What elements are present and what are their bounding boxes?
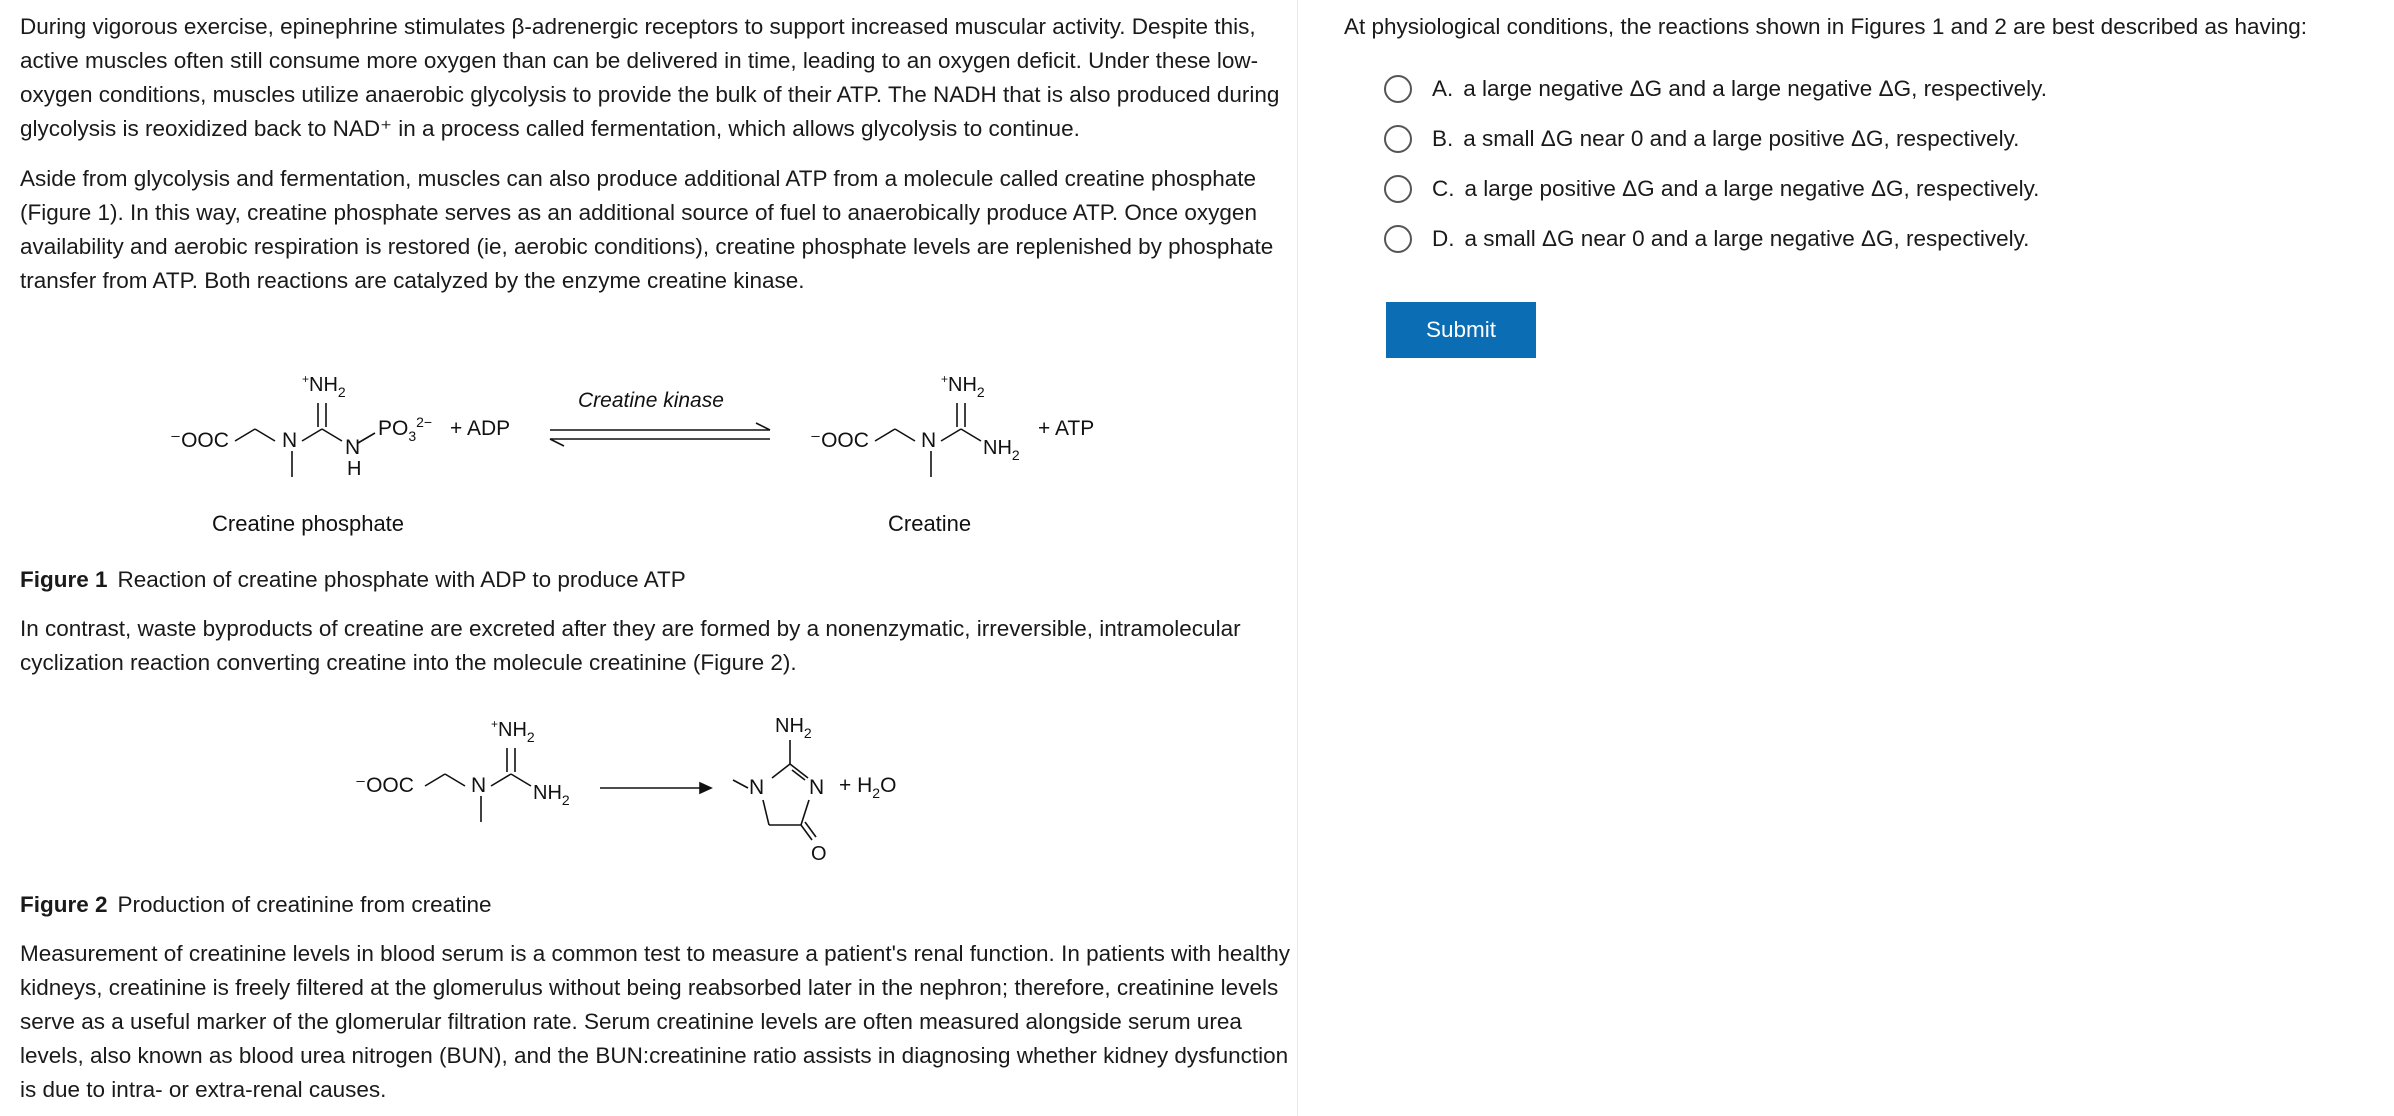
radio-a[interactable] xyxy=(1384,75,1412,103)
choice-letter-c: C. xyxy=(1432,176,1455,201)
choice-letter-b: B. xyxy=(1432,126,1454,151)
fig1-n-mid: N xyxy=(345,436,361,459)
fig1-reactant-name: Creatine phosphate xyxy=(212,511,405,536)
radio-c[interactable] xyxy=(1384,175,1412,203)
fig1-coo-right: ⁻OOC xyxy=(810,429,869,452)
fig2-plus-h2o: + $H_2O$ xyxy=(839,774,897,801)
fig1-n-right: N xyxy=(921,429,937,452)
radio-b[interactable] xyxy=(1384,125,1412,153)
answer-choice-c[interactable] xyxy=(1384,164,2384,214)
fig1-nh2-top-right: $^+NH_2$ xyxy=(941,372,985,400)
fig2-ring-o: O xyxy=(811,843,827,865)
figure-1-diagram xyxy=(150,355,1150,565)
fig2-coo: ⁻OOC xyxy=(355,774,414,797)
fig2-ring-nh2: $NH_2$ xyxy=(775,715,812,741)
choice-text-a: a large negative ΔG and a large negative ΔG, respectively. xyxy=(1463,76,2047,101)
choice-text-d: a small ΔG near 0 and a large negative ΔG, respectively. xyxy=(1464,226,2030,251)
passage-paragraph-3: In contrast, waste byproducts of creatine are excreted after they are formed by a nonenzymatic, irreversible, intramolecular cyclization reaction converting creatine into the molecule creatinine (Figure 2). xyxy=(20,616,1241,675)
fig1-product-name: Creatine xyxy=(888,511,972,536)
choice-text-b: a small ΔG near 0 and a large positive ΔG, respectively. xyxy=(1463,126,2020,151)
fig2-nh2-top: $^+NH_2$ xyxy=(491,717,535,745)
answer-choice-a[interactable] xyxy=(1384,64,2384,114)
fig2-nh2-right: $NH_2$ xyxy=(533,782,570,808)
fig2-ring-n-left: N xyxy=(749,776,765,799)
fig2-ring-n-right: N xyxy=(809,776,825,799)
fig1-coo-left: ⁻OOC xyxy=(170,429,229,452)
answer-choice-b[interactable] xyxy=(1384,114,2384,164)
passage-paragraph-2: Aside from glycolysis and fermentation, muscles can also produce additional ATP from a molecule called creatine phosphate (Figure 1). In this way, creatine phosphate serves as an additional source of fuel to anaerobically produce ATP. Once oxygen availability and aerobic respiration is restored (ie, aerobic conditions), creatine phosphate levels are replenished by phosphate transfer from ATP. Both reactions are catalyzed by the enzyme creatine kinase. xyxy=(20,166,1274,293)
figure-2-caption: Figure 2 Production of creatinine from creatine xyxy=(20,892,492,917)
fig1-n-left: N xyxy=(282,429,298,452)
question-panel xyxy=(1344,12,2384,342)
fig1-nh2-left: $^+NH_2$ xyxy=(302,372,346,400)
fig1-h: H xyxy=(347,458,362,480)
passage-paragraph-4: Measurement of creatinine levels in blood serum is a common test to measure a patient's renal function. In patients with healthy kidneys, creatinine is freely filtered at the glomerulus without being reabsorbed later in the nephron; therefore, creatinine levels serve as a useful marker of the glomerular filtration rate. Serum creatinine levels are often measured alongside serum urea levels, also known as blood urea nitrogen (BUN), and the BUN:creatinine ratio assists in diagnosing whether kidney dysfunction is due to intra- or extra-renal causes. xyxy=(20,941,1290,1102)
figure-1-caption: Figure 1 Reaction of creatine phosphate with ADP to produce ATP xyxy=(20,567,686,592)
choice-letter-d: D. xyxy=(1432,226,1455,251)
radio-d[interactable] xyxy=(1384,225,1412,253)
fig1-po3: $PO_3^{2-}$ xyxy=(378,414,433,444)
figure-2-diagram xyxy=(355,700,955,870)
fig1-nh2-right: $NH_2$ xyxy=(983,437,1020,463)
fig2-n-left: N xyxy=(471,774,487,797)
passage-paragraph-1: During vigorous exercise, epinephrine stimulates β-adrenergic receptors to support increased muscular activity. Despite this, active muscles often still consume more oxygen than can be delivered in time, leading to an oxygen deficit. Under these low-oxygen conditions, muscles utilize anaerobic glycolysis to provide the bulk of their ATP. The NADH that is also produced during glycolysis is reoxidized back to NAD⁺ in a process called fermentation, which allows glycolysis to continue. xyxy=(20,14,1280,141)
fig1-enzyme-label: Creatine kinase xyxy=(578,389,724,412)
fig1-plus-adp: + ADP xyxy=(450,417,511,440)
answer-choice-d[interactable] xyxy=(1384,214,2384,264)
fig1-plus-atp: + ATP xyxy=(1038,417,1095,440)
question-stem: At physiological conditions, the reactions shown in Figures 1 and 2 are best described as having: xyxy=(1344,14,2308,39)
choice-text-c: a large positive ΔG and a large negative ΔG, respectively. xyxy=(1464,176,2040,201)
submit-button[interactable]: Submit xyxy=(1386,302,1536,358)
choice-letter-a: A. xyxy=(1432,76,1454,101)
